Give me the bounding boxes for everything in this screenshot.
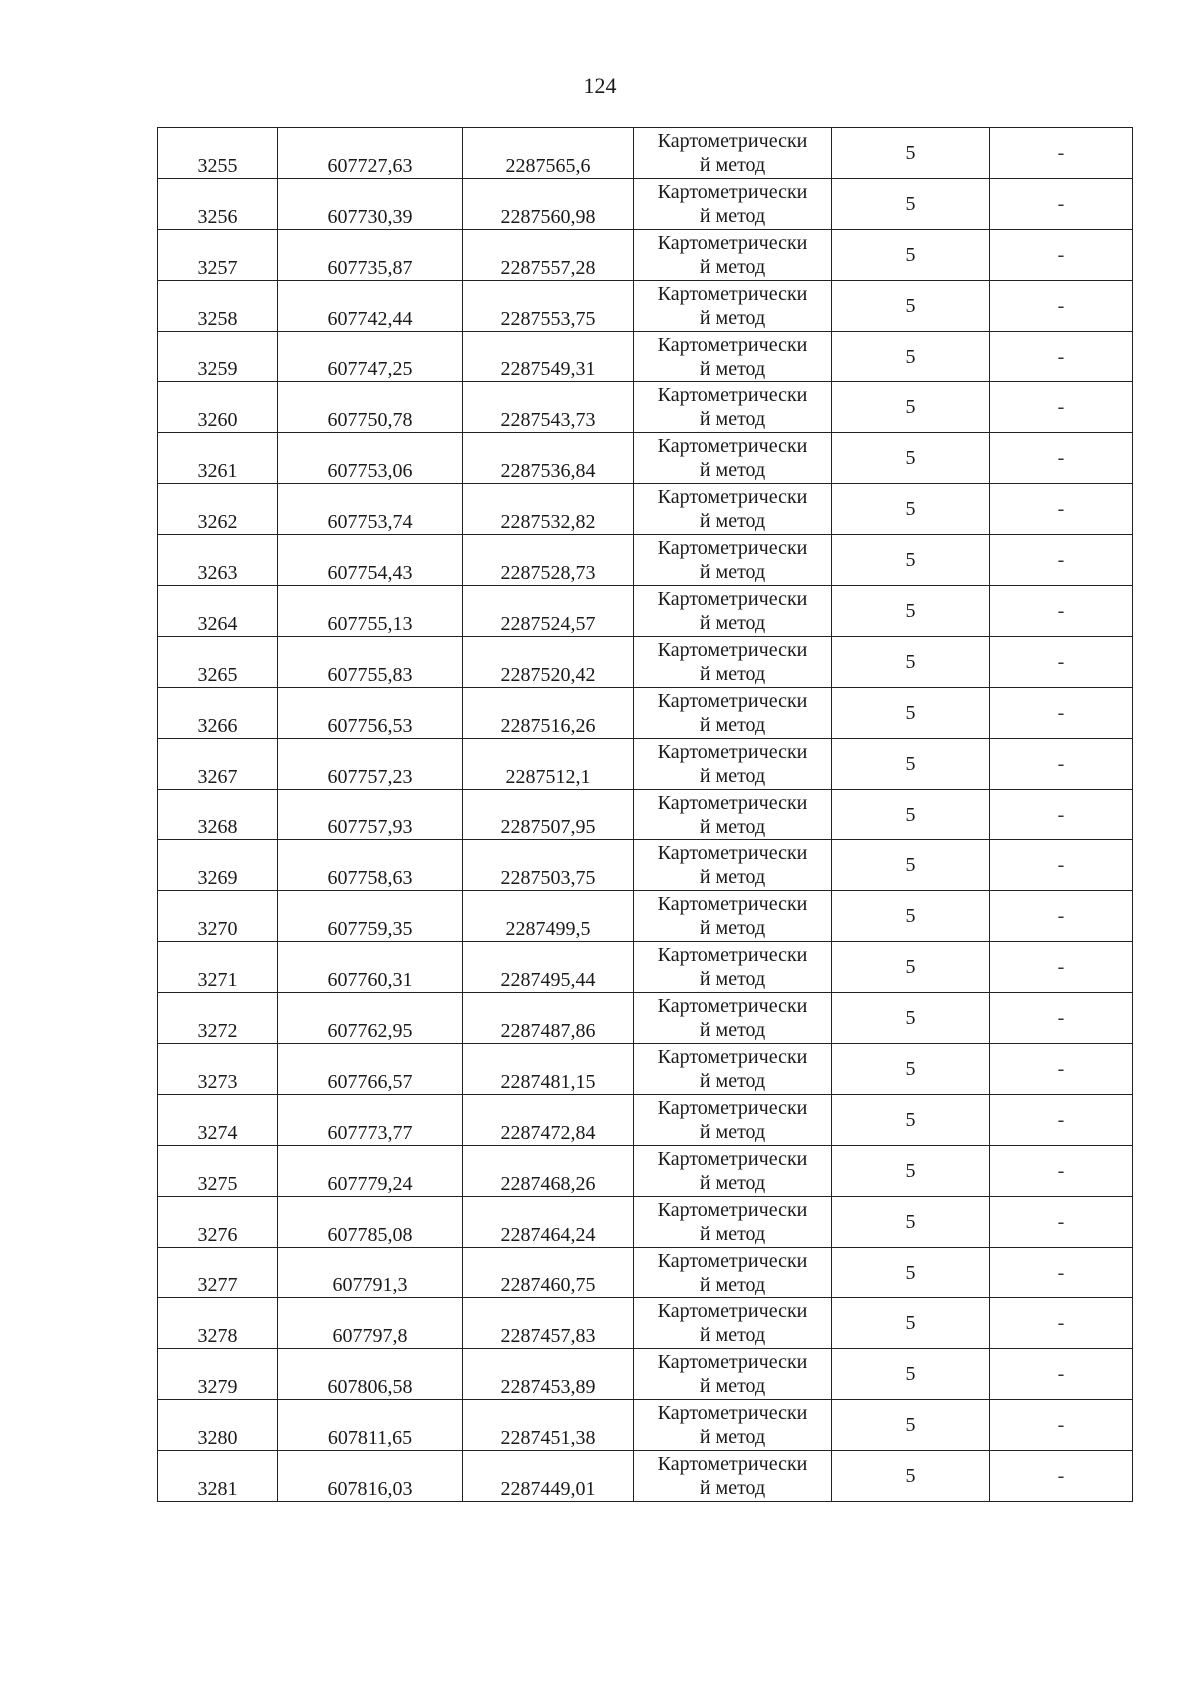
accuracy-cell: 5 bbox=[832, 1349, 990, 1400]
note-cell: - bbox=[990, 178, 1133, 229]
y-coordinate-cell: 2287560,98 bbox=[463, 178, 634, 229]
y-coordinate-cell: 2287536,84 bbox=[463, 433, 634, 484]
y-coordinate-cell: 2287457,83 bbox=[463, 1298, 634, 1349]
y-coordinate-cell: 2287460,75 bbox=[463, 1247, 634, 1298]
accuracy-cell: 5 bbox=[832, 891, 990, 942]
x-coordinate-cell: 607755,83 bbox=[278, 636, 463, 687]
y-coordinate-cell: 2287532,82 bbox=[463, 484, 634, 535]
x-coordinate-cell: 607735,87 bbox=[278, 229, 463, 280]
y-coordinate-cell: 2287499,5 bbox=[463, 891, 634, 942]
note-cell: - bbox=[990, 1298, 1133, 1349]
table-row bbox=[158, 433, 1133, 484]
x-coordinate-cell: 607753,74 bbox=[278, 484, 463, 535]
point-number-cell: 3258 bbox=[158, 280, 278, 331]
method-line-2: й метод bbox=[699, 866, 766, 889]
method-line-1: Картометрически bbox=[657, 435, 808, 458]
x-coordinate-cell: 607773,77 bbox=[278, 1094, 463, 1145]
table-row bbox=[158, 1247, 1133, 1298]
y-coordinate-cell: 2287451,38 bbox=[463, 1400, 634, 1451]
table-row bbox=[158, 586, 1133, 637]
x-coordinate-cell: 607730,39 bbox=[278, 178, 463, 229]
note-cell: - bbox=[990, 1400, 1133, 1451]
table-row bbox=[158, 128, 1133, 179]
x-coordinate-cell: 607759,35 bbox=[278, 891, 463, 942]
accuracy-cell: 5 bbox=[832, 128, 990, 179]
note-cell: - bbox=[990, 891, 1133, 942]
table-row bbox=[158, 942, 1133, 993]
point-number-cell: 3268 bbox=[158, 789, 278, 840]
point-number-cell: 3259 bbox=[158, 331, 278, 382]
method-line-2: й метод bbox=[699, 153, 766, 176]
accuracy-cell: 5 bbox=[832, 789, 990, 840]
method-line-1: Картометрически bbox=[657, 282, 808, 305]
table-row bbox=[158, 687, 1133, 738]
accuracy-cell: 5 bbox=[832, 1400, 990, 1451]
method-line-2: й метод bbox=[699, 1477, 766, 1500]
note-cell: - bbox=[990, 280, 1133, 331]
method-line-2: й метод bbox=[699, 357, 766, 380]
y-coordinate-cell: 2287520,42 bbox=[463, 636, 634, 687]
method-cell bbox=[634, 535, 832, 586]
x-coordinate-cell: 607816,03 bbox=[278, 1451, 463, 1502]
note-cell: - bbox=[990, 1094, 1133, 1145]
method-line-1: Картометрически bbox=[657, 842, 808, 865]
method-line-2: й метод bbox=[699, 1171, 766, 1194]
note-cell: - bbox=[990, 535, 1133, 586]
method-cell bbox=[634, 128, 832, 179]
x-coordinate-cell: 607797,8 bbox=[278, 1298, 463, 1349]
y-coordinate-cell: 2287507,95 bbox=[463, 789, 634, 840]
method-cell bbox=[634, 484, 832, 535]
accuracy-cell: 5 bbox=[832, 1247, 990, 1298]
method-line-1: Картометрически bbox=[657, 1198, 808, 1221]
table-row bbox=[158, 484, 1133, 535]
method-line-2: й метод bbox=[699, 459, 766, 482]
accuracy-cell: 5 bbox=[832, 1451, 990, 1502]
method-line-1: Картометрически bbox=[657, 180, 808, 203]
page-number: 124 bbox=[583, 73, 617, 98]
table-row bbox=[158, 1451, 1133, 1502]
note-cell: - bbox=[990, 1145, 1133, 1196]
method-line-1: Картометрически bbox=[657, 689, 808, 712]
method-cell bbox=[634, 280, 832, 331]
x-coordinate-cell: 607791,3 bbox=[278, 1247, 463, 1298]
y-coordinate-cell: 2287557,28 bbox=[463, 229, 634, 280]
y-coordinate-cell: 2287503,75 bbox=[463, 840, 634, 891]
y-coordinate-cell: 2287464,24 bbox=[463, 1196, 634, 1247]
method-line-2: й метод bbox=[699, 662, 766, 685]
method-cell bbox=[634, 1044, 832, 1095]
method-line-2: й метод bbox=[699, 1069, 766, 1092]
table-row bbox=[158, 382, 1133, 433]
point-number-cell: 3263 bbox=[158, 535, 278, 586]
method-line-2: й метод bbox=[699, 510, 766, 533]
accuracy-cell: 5 bbox=[832, 280, 990, 331]
method-cell bbox=[634, 1400, 832, 1451]
accuracy-cell: 5 bbox=[832, 1196, 990, 1247]
table-row bbox=[158, 1044, 1133, 1095]
note-cell: - bbox=[990, 636, 1133, 687]
method-cell bbox=[634, 636, 832, 687]
point-number-cell: 3269 bbox=[158, 840, 278, 891]
accuracy-cell: 5 bbox=[832, 229, 990, 280]
x-coordinate-cell: 607779,24 bbox=[278, 1145, 463, 1196]
method-line-1: Картометрически bbox=[657, 1096, 808, 1119]
point-number-cell: 3273 bbox=[158, 1044, 278, 1095]
point-number-cell: 3262 bbox=[158, 484, 278, 535]
x-coordinate-cell: 607760,31 bbox=[278, 942, 463, 993]
method-line-2: й метод bbox=[699, 917, 766, 940]
table-body bbox=[158, 128, 1133, 1502]
method-cell bbox=[634, 331, 832, 382]
method-cell bbox=[634, 229, 832, 280]
point-number-cell: 3276 bbox=[158, 1196, 278, 1247]
x-coordinate-cell: 607806,58 bbox=[278, 1349, 463, 1400]
table-row bbox=[158, 178, 1133, 229]
point-number-cell: 3277 bbox=[158, 1247, 278, 1298]
method-line-1: Картометрически bbox=[657, 1147, 808, 1170]
method-cell bbox=[634, 1349, 832, 1400]
table-row bbox=[158, 738, 1133, 789]
accuracy-cell: 5 bbox=[832, 178, 990, 229]
x-coordinate-cell: 607742,44 bbox=[278, 280, 463, 331]
method-cell bbox=[634, 178, 832, 229]
note-cell: - bbox=[990, 586, 1133, 637]
note-cell: - bbox=[990, 128, 1133, 179]
method-line-1: Картометрически bbox=[657, 587, 808, 610]
method-line-1: Картометрически bbox=[657, 893, 808, 916]
method-line-2: й метод bbox=[699, 306, 766, 329]
table-row bbox=[158, 1094, 1133, 1145]
method-cell bbox=[634, 687, 832, 738]
note-cell: - bbox=[990, 1044, 1133, 1095]
method-cell bbox=[634, 789, 832, 840]
method-line-2: й метод bbox=[699, 611, 766, 634]
point-number-cell: 3275 bbox=[158, 1145, 278, 1196]
note-cell: - bbox=[990, 993, 1133, 1044]
accuracy-cell: 5 bbox=[832, 1094, 990, 1145]
table-row bbox=[158, 1298, 1133, 1349]
x-coordinate-cell: 607754,43 bbox=[278, 535, 463, 586]
accuracy-cell: 5 bbox=[832, 840, 990, 891]
method-cell bbox=[634, 382, 832, 433]
method-line-1: Картометрически bbox=[657, 333, 808, 356]
method-line-2: й метод bbox=[699, 1120, 766, 1143]
y-coordinate-cell: 2287549,31 bbox=[463, 331, 634, 382]
point-number-cell: 3270 bbox=[158, 891, 278, 942]
method-line-2: й метод bbox=[699, 815, 766, 838]
method-line-2: й метод bbox=[699, 1273, 766, 1296]
accuracy-cell: 5 bbox=[832, 1145, 990, 1196]
method-cell bbox=[634, 433, 832, 484]
method-cell bbox=[634, 1145, 832, 1196]
y-coordinate-cell: 2287495,44 bbox=[463, 942, 634, 993]
method-line-2: й метод bbox=[699, 255, 766, 278]
x-coordinate-cell: 607747,25 bbox=[278, 331, 463, 382]
note-cell: - bbox=[990, 942, 1133, 993]
method-line-2: й метод bbox=[699, 968, 766, 991]
table-row bbox=[158, 789, 1133, 840]
method-line-1: Картометрически bbox=[657, 740, 808, 763]
y-coordinate-cell: 2287481,15 bbox=[463, 1044, 634, 1095]
method-line-1: Картометрически bbox=[657, 944, 808, 967]
method-line-1: Картометрически bbox=[657, 486, 808, 509]
note-cell: - bbox=[990, 331, 1133, 382]
table-row bbox=[158, 1349, 1133, 1400]
x-coordinate-cell: 607762,95 bbox=[278, 993, 463, 1044]
point-number-cell: 3278 bbox=[158, 1298, 278, 1349]
method-line-2: й метод bbox=[699, 713, 766, 736]
note-cell: - bbox=[990, 1349, 1133, 1400]
accuracy-cell: 5 bbox=[832, 687, 990, 738]
note-cell: - bbox=[990, 229, 1133, 280]
method-line-2: й метод bbox=[699, 408, 766, 431]
table-row bbox=[158, 331, 1133, 382]
method-line-1: Картометрически bbox=[657, 231, 808, 254]
y-coordinate-cell: 2287512,1 bbox=[463, 738, 634, 789]
method-cell bbox=[634, 1094, 832, 1145]
method-cell bbox=[634, 586, 832, 637]
x-coordinate-cell: 607785,08 bbox=[278, 1196, 463, 1247]
table-row bbox=[158, 535, 1133, 586]
accuracy-cell: 5 bbox=[832, 942, 990, 993]
point-number-cell: 3256 bbox=[158, 178, 278, 229]
method-cell bbox=[634, 891, 832, 942]
note-cell: - bbox=[990, 1451, 1133, 1502]
x-coordinate-cell: 607766,57 bbox=[278, 1044, 463, 1095]
x-coordinate-cell: 607750,78 bbox=[278, 382, 463, 433]
method-line-2: й метод bbox=[699, 561, 766, 584]
method-line-1: Картометрически bbox=[657, 1453, 808, 1476]
point-number-cell: 3267 bbox=[158, 738, 278, 789]
method-line-2: й метод bbox=[699, 1019, 766, 1042]
point-number-cell: 3279 bbox=[158, 1349, 278, 1400]
x-coordinate-cell: 607753,06 bbox=[278, 433, 463, 484]
y-coordinate-cell: 2287565,6 bbox=[463, 128, 634, 179]
coordinates-table bbox=[157, 127, 1133, 1502]
method-cell bbox=[634, 1247, 832, 1298]
method-line-2: й метод bbox=[699, 1324, 766, 1347]
method-line-1: Картометрически bbox=[657, 1402, 808, 1425]
y-coordinate-cell: 2287543,73 bbox=[463, 382, 634, 433]
point-number-cell: 3280 bbox=[158, 1400, 278, 1451]
note-cell: - bbox=[990, 738, 1133, 789]
point-number-cell: 3257 bbox=[158, 229, 278, 280]
x-coordinate-cell: 607757,23 bbox=[278, 738, 463, 789]
y-coordinate-cell: 2287487,86 bbox=[463, 993, 634, 1044]
table-row bbox=[158, 229, 1133, 280]
method-line-2: й метод bbox=[699, 1426, 766, 1449]
accuracy-cell: 5 bbox=[832, 1044, 990, 1095]
accuracy-cell: 5 bbox=[832, 331, 990, 382]
y-coordinate-cell: 2287528,73 bbox=[463, 535, 634, 586]
x-coordinate-cell: 607758,63 bbox=[278, 840, 463, 891]
table-row bbox=[158, 891, 1133, 942]
method-cell bbox=[634, 738, 832, 789]
accuracy-cell: 5 bbox=[832, 586, 990, 637]
x-coordinate-cell: 607756,53 bbox=[278, 687, 463, 738]
note-cell: - bbox=[990, 687, 1133, 738]
method-cell bbox=[634, 1298, 832, 1349]
point-number-cell: 3260 bbox=[158, 382, 278, 433]
y-coordinate-cell: 2287449,01 bbox=[463, 1451, 634, 1502]
point-number-cell: 3255 bbox=[158, 128, 278, 179]
point-number-cell: 3266 bbox=[158, 687, 278, 738]
table-row bbox=[158, 636, 1133, 687]
y-coordinate-cell: 2287516,26 bbox=[463, 687, 634, 738]
method-cell bbox=[634, 1451, 832, 1502]
y-coordinate-cell: 2287472,84 bbox=[463, 1094, 634, 1145]
note-cell: - bbox=[990, 840, 1133, 891]
note-cell: - bbox=[990, 789, 1133, 840]
method-line-1: Картометрически bbox=[657, 995, 808, 1018]
method-line-1: Картометрически bbox=[657, 1300, 808, 1323]
point-number-cell: 3272 bbox=[158, 993, 278, 1044]
accuracy-cell: 5 bbox=[832, 993, 990, 1044]
note-cell: - bbox=[990, 433, 1133, 484]
accuracy-cell: 5 bbox=[832, 535, 990, 586]
y-coordinate-cell: 2287468,26 bbox=[463, 1145, 634, 1196]
point-number-cell: 3281 bbox=[158, 1451, 278, 1502]
method-line-1: Картометрически bbox=[657, 638, 808, 661]
method-line-1: Картометрически bbox=[657, 384, 808, 407]
table-row bbox=[158, 993, 1133, 1044]
point-number-cell: 3264 bbox=[158, 586, 278, 637]
accuracy-cell: 5 bbox=[832, 738, 990, 789]
method-line-1: Картометрически bbox=[657, 1045, 808, 1068]
note-cell: - bbox=[990, 1196, 1133, 1247]
accuracy-cell: 5 bbox=[832, 1298, 990, 1349]
point-number-cell: 3274 bbox=[158, 1094, 278, 1145]
method-line-1: Картометрически bbox=[657, 537, 808, 560]
x-coordinate-cell: 607757,93 bbox=[278, 789, 463, 840]
method-cell bbox=[634, 993, 832, 1044]
method-line-1: Картометрически bbox=[657, 1351, 808, 1374]
point-number-cell: 3271 bbox=[158, 942, 278, 993]
note-cell: - bbox=[990, 1247, 1133, 1298]
y-coordinate-cell: 2287453,89 bbox=[463, 1349, 634, 1400]
table-row bbox=[158, 1145, 1133, 1196]
method-line-2: й метод bbox=[699, 1222, 766, 1245]
method-cell bbox=[634, 942, 832, 993]
x-coordinate-cell: 607755,13 bbox=[278, 586, 463, 637]
table-row bbox=[158, 1400, 1133, 1451]
accuracy-cell: 5 bbox=[832, 382, 990, 433]
y-coordinate-cell: 2287553,75 bbox=[463, 280, 634, 331]
note-cell: - bbox=[990, 382, 1133, 433]
method-line-1: Картометрически bbox=[657, 791, 808, 814]
point-number-cell: 3265 bbox=[158, 636, 278, 687]
point-number-cell: 3261 bbox=[158, 433, 278, 484]
accuracy-cell: 5 bbox=[832, 433, 990, 484]
accuracy-cell: 5 bbox=[832, 484, 990, 535]
method-cell bbox=[634, 1196, 832, 1247]
method-line-1: Картометрически bbox=[657, 129, 808, 152]
method-line-2: й метод bbox=[699, 1375, 766, 1398]
method-line-2: й метод bbox=[699, 204, 766, 227]
table-row bbox=[158, 840, 1133, 891]
x-coordinate-cell: 607811,65 bbox=[278, 1400, 463, 1451]
note-cell: - bbox=[990, 484, 1133, 535]
method-cell bbox=[634, 840, 832, 891]
table-row bbox=[158, 1196, 1133, 1247]
method-line-1: Картометрически bbox=[657, 1249, 808, 1272]
method-line-2: й метод bbox=[699, 764, 766, 787]
x-coordinate-cell: 607727,63 bbox=[278, 128, 463, 179]
accuracy-cell: 5 bbox=[832, 636, 990, 687]
y-coordinate-cell: 2287524,57 bbox=[463, 586, 634, 637]
table-row bbox=[158, 280, 1133, 331]
